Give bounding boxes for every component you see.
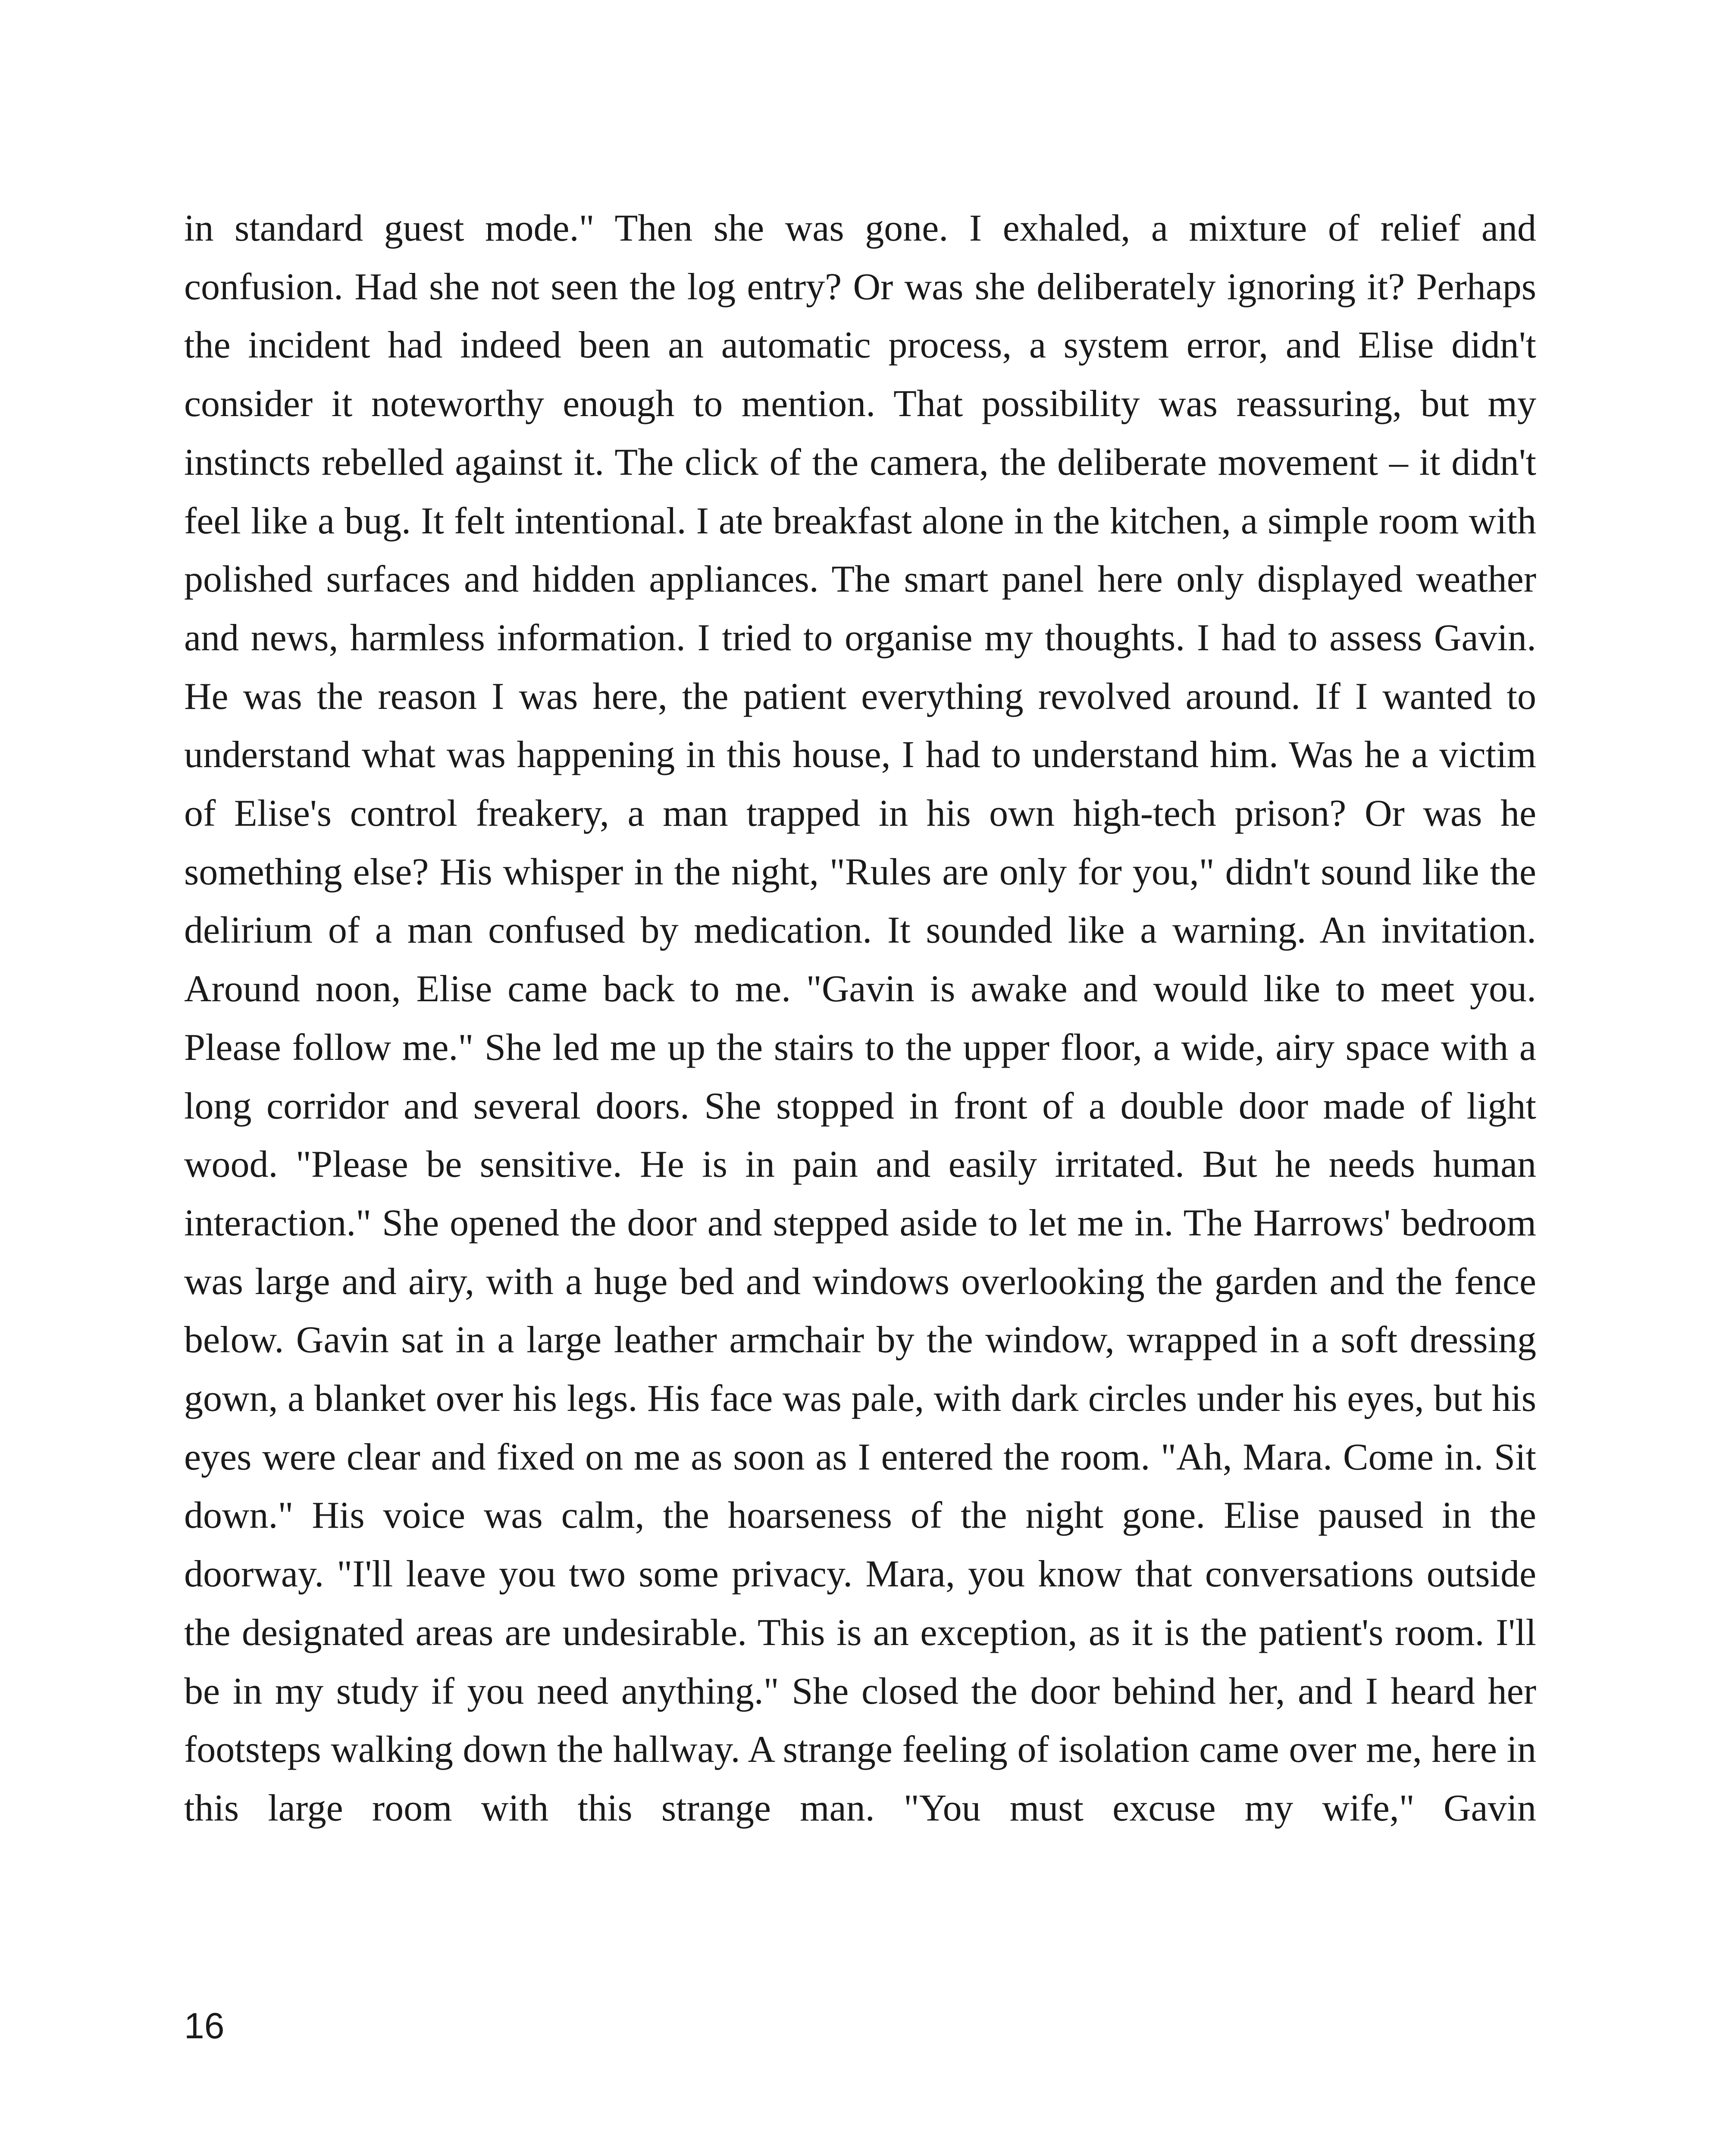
body-paragraph: in standard guest mode." Then she was gone. I exhaled, a mixture of relief and confusion. Had she not seen the log entry? Or was she deliberately ignoring it? Perhaps the incident had indeed been an automatic process, a system error, and Elise didn't consider it noteworthy enough to mention. That possibility was reassuring, but my instincts rebelled against it. The click of the camera, the deliberate movement – it didn't feel like a bug. It felt intentional. I ate breakfast alone in the kitchen, a simple room with polished surfaces and hidden appliances. The smart panel here only displayed weather and news, harmless information. I tried to organise my thoughts. I had to assess Gavin. He was the reason I was here, the patient everything revolved around. If I wanted to understand what was happening in this house, I had to understand him. Was he a victim of Elise's control freakery, a man trapped in his own high-tech prison? Or was he something else? His whisper in the night, "Rules are only for you," didn't sound like the delirium of a man confused by medication. It sounded like a warning. An invitation. Around noon, Elise came back to me. "Gavin is awake and would like to meet you. Please follow me." She led me up the stairs to the upper floor, a wide, airy space with a long corridor and several doors. She stopped in front of a double door made of light wood. "Please be sensitive. He is in pain and easily irritated. But he needs human interaction." She opened the door and stepped aside to let me in. The Harrows' bedroom was large and airy, with a huge bed and windows overlooking the garden and the fence below. Gavin sat in a large leather armchair by the window, wrapped in a soft dressing gown, a blanket over his legs. His face was pale, with dark circles under his eyes, but his eyes were clear and fixed on me as soon as I entered the room. "Ah, Mara. Come in. Sit down." His voice was calm, the hoarseness of the night gone. Elise paused in the doorway. "I'll leave you two some privacy. Mara, you know that conversations outside the designated areas are undesirable. This is an exception, as it is the patient's room. I'll be in my study if you need anything." She closed the door behind her, and I heard her footsteps walking down the hallway. A strange feeling of isolation came over me, here in this large room with this strange man. "You must excuse my wife," Gavin: [184, 207, 1536, 1829]
page-number: 16: [184, 2006, 225, 2046]
